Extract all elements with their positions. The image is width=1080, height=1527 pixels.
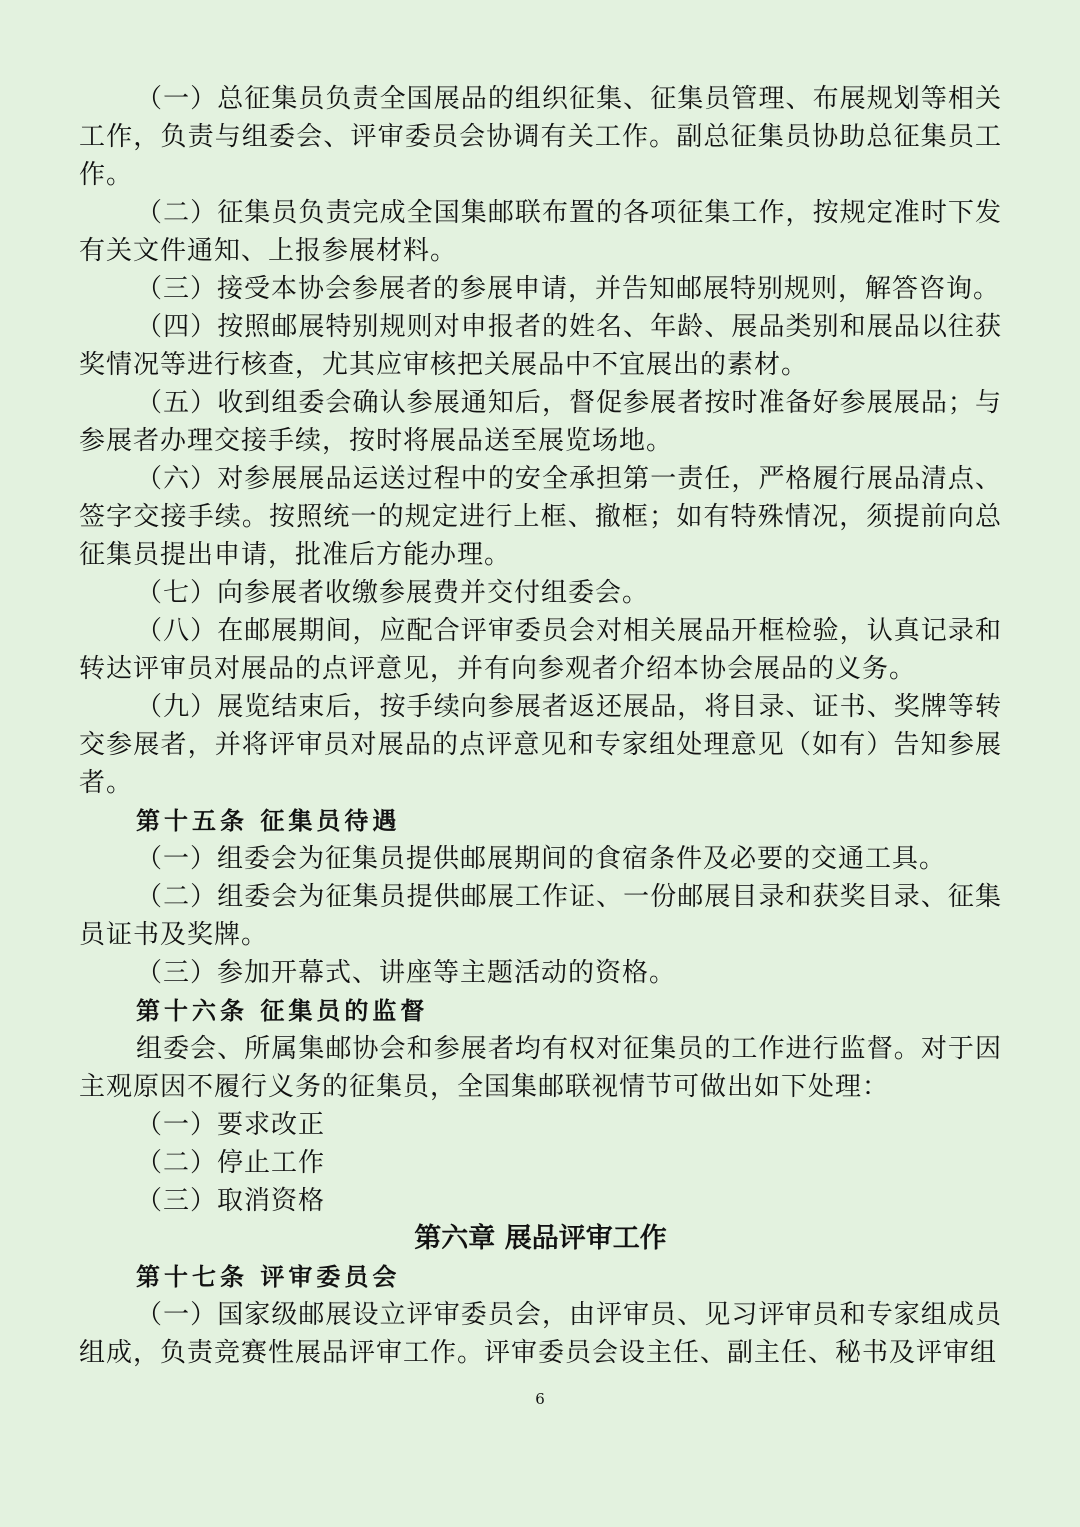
- paragraph-duty-5: （五）收到组委会确认参展通知后，督促参展者按时准备好参展展品；与参展者办理交接手续，按时将展品送至展览场地。: [79, 388, 1002, 456]
- article-15-item-1: （一）组委会为征集员提供邮展期间的食宿条件及必要的交通工具。: [136, 844, 947, 874]
- article-15-heading: 第十五条 征集员待遇: [136, 806, 401, 835]
- paragraph-duty-8: （八）在邮展期间，应配合评审委员会对相关展品开框检验，认真记录和转达评审员对展品的点评意见，并有向参观者介绍本协会展品的义务。: [79, 616, 1002, 684]
- article-16-item-2: （二）停止工作: [136, 1148, 326, 1178]
- paragraph-duty-6: （六）对参展展品运送过程中的安全承担第一责任，严格履行展品清点、签字交接手续。按照统一的规定进行上框、撤框；如有特殊情况，须提前向总征集员提出申请，批准后方能办理。: [79, 464, 1002, 570]
- article-16-intro: 组委会、所属集邮协会和参展者均有权对征集员的工作进行监督。对于因主观原因不履行义务的征集员，全国集邮联视情节可做出如下处理：: [79, 1034, 1002, 1102]
- paragraph-duty-2: （二）征集员负责完成全国集邮联布置的各项征集工作，按规定准时下发有关文件通知、上报参展材料。: [79, 198, 1002, 266]
- article-16-heading: 第十六条 征集员的监督: [136, 996, 429, 1025]
- article-17-item-1: （一）国家级邮展设立评审委员会，由评审员、见习评审员和专家组成员组成，负责竞赛性展品评审工作。评审委员会设主任、副主任、秘书及评审组: [79, 1300, 1002, 1368]
- article-16-item-3: （三）取消资格: [136, 1186, 326, 1216]
- paragraph-duty-3: （三）接受本协会参展者的参展申请，并告知邮展特别规则，解答咨询。: [136, 274, 1001, 304]
- paragraph-duty-4: （四）按照邮展特别规则对申报者的姓名、年龄、展品类别和展品以往获奖情况等进行核查，尤其应审核把关展品中不宜展出的素材。: [79, 312, 1002, 380]
- article-16-item-1: （一）要求改正: [136, 1110, 326, 1140]
- paragraph-duty-7: （七）向参展者收缴参展费并交付组委会。: [136, 578, 650, 608]
- paragraph-duty-9: （九）展览结束后，按手续向参展者返还展品，将目录、证书、奖牌等转交参展者，并将评审员对展品的点评意见和专家组处理意见（如有）告知参展者。: [79, 692, 1002, 798]
- chapter-title: 第六章 展品评审工作: [414, 1223, 667, 1254]
- article-15-item-2: （二）组委会为征集员提供邮展工作证、一份邮展目录和获奖目录、征集员证书及奖牌。: [79, 882, 1002, 950]
- article-15-item-3: （三）参加开幕式、讲座等主题活动的资格。: [136, 958, 677, 988]
- article-17-heading: 第十七条 评审委员会: [136, 1262, 401, 1291]
- paragraph-duty-1: （一）总征集员负责全国展品的组织征集、征集员管理、布展规划等相关工作，负责与组委会、评审委员会协调有关工作。副总征集员协助总征集员工作。: [79, 84, 1002, 190]
- page-number: 6: [535, 1390, 545, 1408]
